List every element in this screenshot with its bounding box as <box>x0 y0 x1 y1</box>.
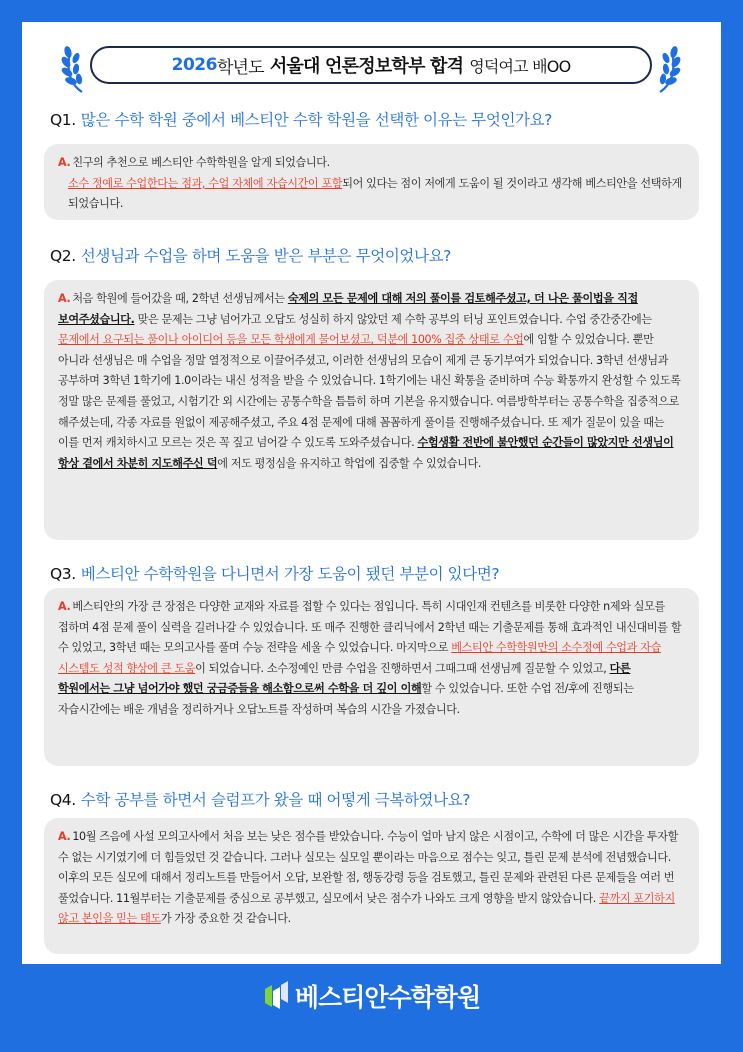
question-text: 수학 공부를 하면서 슬럼프가 왔을 때 어떻게 극복하였나요? <box>80 791 471 809</box>
question-text: 베스티안 수학학원을 다니면서 가장 도움이 됐던 부분이 있다면? <box>80 565 500 583</box>
academy-logo-icon <box>263 981 289 1011</box>
document-sheet <box>22 22 721 964</box>
answer-highlight: 끝까지 포기하지 않고 본인을 믿는 태도 <box>58 891 675 926</box>
answer-text: 처음 학원에 들어갔을 때, 2학년 선생님께서는 <box>72 292 288 305</box>
question-number: Q3. <box>50 565 76 583</box>
title-pill <box>90 46 652 84</box>
answer-4 <box>44 818 699 954</box>
footer-logo <box>0 978 743 1014</box>
answer-text: 10월 즈음에 사설 모의고사에서 처음 보는 낮은 점수를 받았습니다. 수능이 얼마 남지 않은 시점이고, 수학에 더 많은 시간을 투자할 수 없는 시기였기에 더 힘들었던 것 같습니다. 그러나 실모는 실모일 뿐이라는 마음으로 점수는 잊고, 틀린 문제 분석에 전념했습니다. 이후의 모든 실모에 대해서 정리노트를 만들어서 오답, 보완할 점, 행동강령 등을 검토했고, 틀린 문제와 관련된 다른 문제들을 여러 번 풀었습니다. 11월부터는 기출문제를 중심으로 공부했고, 실모에서 낮은 점수가 나와도 크게 영향을 받지 않았습니다. <box>58 830 678 905</box>
answer-text: 베스티안의 가장 큰 장점은 다양한 교재와 자료를 접할 수 있다는 점입니다. 특히 시대인재 컨텐츠를 비롯한 다양한 n제와 실모를 접하며 4점 문제 풀이 실력을 길러나갈 수 있었습니다. 또 매주 진행한 클리닉에서 2학년 때는 기출문제를 통해 효과적인 내신대비를 할 수 있었고, 3학년 때는 모의고사를 풀며 수능 전략을 세울 수 있었습니다. 마지막으로 <box>58 600 682 655</box>
answer-text: 가 가장 중요한 것 같습니다. <box>160 912 291 926</box>
answer-highlight-bold: 수험생활 전반에 불안했던 순간들이 많았지만 선생님이 항상 곁에서 차분히 지도해주신 덕 <box>58 436 674 470</box>
title-banner <box>66 36 676 98</box>
answer-3 <box>44 588 699 766</box>
answer-mark: A. <box>58 830 71 843</box>
question-text: 선생님과 수업을 하며 도움을 받은 부분은 무엇이었나요? <box>80 247 451 265</box>
answer-text: 이 되었습니다. 소수정예인 만큼 수업을 진행하면서 그때그때 선생님께 질문할 수 있었고, <box>195 661 610 675</box>
answer-mark: A. <box>58 156 71 169</box>
question-4 <box>50 788 470 810</box>
title-student: 영덕여고 배OO <box>469 56 571 76</box>
answer-highlight-bold: 다른 학원에서는 그냥 넘어가야 했던 궁금증들을 해소함으로써 수학을 더 깊이 이해 <box>58 661 631 696</box>
answer-1 <box>44 144 699 220</box>
laurel-right-icon <box>644 38 682 96</box>
answer-text: 할 수 있었습니다. 또한 수업 전/후에 진행되는 자습시간에는 배운 개념을 정리하거나 오답노트를 작성하며 복습의 시간을 가졌습니다. <box>58 682 634 716</box>
question-number: Q4. <box>50 791 76 809</box>
answer-highlight: 소수 정예로 수업한다는 점과, 수업 자체에 자습시간이 포함 <box>68 176 343 190</box>
answer-2 <box>44 280 699 540</box>
answer-highlight: 베스티안 수학학원만의 소수정예 수업과 자습 시스템도 성적 향상에 큰 도움 <box>58 641 661 675</box>
question-number: Q2. <box>50 247 76 265</box>
title-grade-suffix: 학년도 <box>216 57 264 78</box>
answer-indent <box>58 174 685 215</box>
question-1 <box>50 108 552 130</box>
answer-text: 에 임할 수 있었습니다. 뿐만 아니라 선생님은 매 수업을 정말 열정적으로 이끌어주셨고, 이러한 선생님의 모습이 제게 큰 동기부여가 되었습니다. 3학년 선생님과 공부하며 3학년 1학기에 1.0이라는 내신 성적을 받을 수 있었습니다. 1학기에는 내신 확통을 준비하며 수능 확통까지 완성할 수 있도록 정말 많은 문제를 풀었고, 시험기간 외 시간에는 공통수학을 틈틈히 하며 기본을 유지했습니다. 여름방학부터는 공통수학을 집중적으로 해주셨는데, 각종 자료를 원없이 제공해주셨고, 주요 4점 문제에 대해 꼼꼼하게 풀이를 진행해주셨습니다. 또 제가 질문이 있을 때는 이를 먼저 캐치하시고 모르는 것은 꼭 짚고 넘어갈 수 있도록 도와주셨습니다. <box>58 333 681 450</box>
answer-highlight: 문제에서 요구되는 풀이나 아이디어 등을 모든 학생에게 물어보셨고, 덕분에 100% 집중 상태로 수업 <box>58 333 524 347</box>
answer-text: 맞은 문제는 그냥 넘어가고 오답도 성실히 하지 않았던 제 수학 공부의 터닝 포인트였습니다. 수업 중간중간에는 <box>134 312 652 326</box>
answer-highlight-bold: 숙제의 모든 문제에 대해 저의 풀이를 검토해주셨고, 더 나은 풀이법을 직접 보여주셨습니다. <box>58 292 638 326</box>
question-text: 많은 수학 학원 중에서 베스티안 수학 학원을 선택한 이유는 무엇인가요? <box>80 111 552 129</box>
question-2 <box>50 244 451 266</box>
title-main: 서울대 언론정보학부 합격 <box>269 56 464 77</box>
question-3 <box>50 562 499 584</box>
question-number: Q1. <box>50 111 76 129</box>
academy-logo-text: 베스티안수학학원 <box>294 983 481 1012</box>
answer-text: 에 저도 평정심을 유지하고 학업에 집중할 수 있었습니다. <box>217 456 482 470</box>
answer-mark: A. <box>58 600 71 613</box>
answer-text: 되어 있다는 점이 저에게 도움이 될 것이라고 생각해 베스티안을 선택하게 되었습니다. <box>68 176 682 211</box>
answer-mark: A. <box>58 292 71 305</box>
answer-text: 친구의 추천으로 베스티안 수학학원을 알게 되었습니다. <box>72 156 330 169</box>
title-year: 2026 <box>171 55 217 75</box>
